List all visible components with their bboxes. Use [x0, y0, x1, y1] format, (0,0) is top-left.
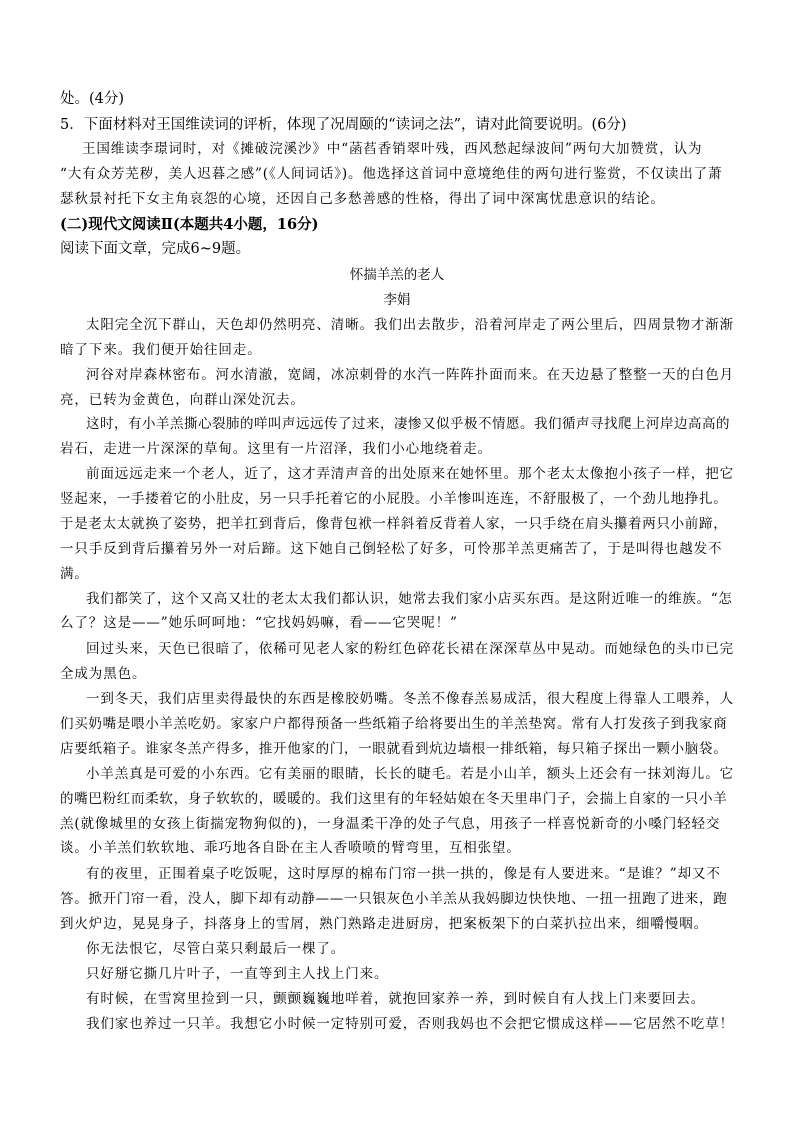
- article-line: 暗了下来。我们便开始往回走。: [60, 342, 262, 358]
- article-line: 你无法恨它，尽管白菜只剩最后一棵了。: [86, 941, 346, 957]
- article-line: 有的夜里，正围着桌子吃饭呢，这时厚厚的棉布门帘一拱一拱的，像是有人要进来。“是谁？”却又不: [86, 866, 721, 882]
- article-line: 河谷对岸森林密布。河水清澈，宽阔，冰凉刺骨的水汽一阵阵扑面而来。在天边悬了整整一天的白色月: [86, 367, 734, 383]
- article-line: 我们家也养过一只羊。我想它小时候一定特别可爱，否则我妈也不会把它惯成这样——它居然不吃草！: [86, 1016, 734, 1032]
- article-line: 全成为黑色。: [60, 666, 147, 682]
- article-line: 满。: [60, 566, 89, 582]
- question-4-tail: 处。(4分): [60, 91, 125, 107]
- article-line: 岩石，走进一片深深的草甸。这里有一片沼泽，我们小心地绕着走。: [60, 441, 492, 457]
- article-line: 的嘴巴粉红而柔软，身子软软的，暖暖的。我们这里有的年轻姑娘在冬天里串门子，会揣上自家的一只小羊: [60, 791, 728, 807]
- article-line: 店要纸箱子。谁家冬羔产得多，推开他家的门，一眼就看到炕边墙根一排纸箱，每只箱子探出一颗小脑袋。: [60, 741, 728, 757]
- question-5-material-line: 瑟秋景衬托下女主角哀怨的心境，还因自己多愁善感的性格，得出了词中深寓忧患意识的结论。: [60, 191, 665, 207]
- article-line: 么了？这是——”她乐呵呵地：“它找妈妈嘛，看——它哭呢！”: [60, 615, 458, 631]
- article-line: 有时候，在雪窝里捡到一只，颤颤巍巍地咩着，就抱回家养一养，到时候自有人找上门来要回去。: [86, 991, 706, 1007]
- article-line: 们买奶嘴是喂小羊羔吃奶。家家户户都得预备一些纸箱子给将要出生的羊羔垫窝。常有人打发孩子到我家商: [60, 716, 728, 732]
- article-line: 我们都笑了，这个又高又壮的老太太我们都认识，她常去我们家小店买东西。是这附近唯一的维族。“怎: [86, 591, 733, 607]
- article-author: 李娟: [383, 292, 411, 308]
- article-line: 谈。小羊羔们软软地、乖巧地各自卧在主人香喷喷的臂弯里，互相张望。: [60, 840, 521, 856]
- article-line: 太阳完全沉下群山，天色却仍然明亮、清晰。我们出去散步，沿着河岸走了两公里后，四周景物才渐渐: [86, 317, 734, 333]
- question-5-material-line: 王国维读李璟词时，对《摊破浣溪沙》中“菡萏香销翠叶残，西风愁起绿波间”两句大加赞赏，认为: [82, 141, 703, 157]
- article-title: 怀揣羊羔的老人: [349, 267, 445, 283]
- section-instruction: 阅读下面文章，完成6~9题。: [60, 241, 251, 257]
- article-line: 羔(就像城里的女孩上街揣宠物狗似的)，一身温柔干净的处子气息，用孩子一样喜悦新奇的小嗓门轻轻交: [60, 816, 721, 832]
- article-line: 一到冬天，我们店里卖得最快的东西是橡胶奶嘴。冬羔不像春羔易成活，很大程度上得靠人工喂养，人: [86, 691, 734, 707]
- question-5-material-line: “大有众芳芜秽，美人迟暮之感”(《人间词话》)。他选择这首词中意境绝佳的两句进行鉴赏，不仅读出了萧: [60, 166, 723, 182]
- article-line: 小羊羔真是可爱的小东西。它有美丽的眼睛，长长的睫毛。若是小山羊，额头上还会有一抹刘海儿。它: [86, 766, 734, 782]
- article-line: 前面远远走来一个老人，近了，这才弄清声音的出处原来在她怀里。那个老太太像抱小孩子一样，把它: [86, 466, 734, 482]
- article-line: 竖起来，一手搂着它的小肚皮，另一只手托着它的小屁股。小羊惨叫连连，不舒服极了，一个劲儿地挣扎。: [60, 491, 728, 507]
- article-line: 于是老太太就换了姿势，把羊扛到背后，像背包袱一样斜着反背着人家，一只手绕在肩头攥着两只小前蹄，: [60, 516, 728, 532]
- article-line: 这时，有小羊羔撕心裂肺的咩叫声远远传了过来，凄惨又似乎极不情愿。我们循声寻找爬上河岸边高高的: [86, 416, 730, 432]
- section-heading: (二)现代文阅读Ⅱ(本题共4小题，16分): [60, 216, 319, 233]
- article-line: 到火炉边，晃晃身子，抖落身上的雪屑，熟门熟路走进厨房，把案板架下的白菜扒拉出来，细嚼慢咽。: [60, 916, 708, 932]
- article-line: 一只手反到背后攥着另外一对后蹄。这下她自己倒轻松了好多，可怜那羊羔更痛苦了，于是叫得也越发不: [60, 541, 723, 557]
- article-line: 亮，已转为金黄色，向群山深处沉去。: [60, 392, 305, 408]
- article-line: 答。掀开门帘一看，没人，脚下却有动静——一只银灰色小羊羔从我妈脚边快快地、一扭一扭跑了进来，跑: [60, 891, 728, 907]
- article-line: 回过头来，天色已很暗了，依稀可见老人家的粉红色碎花长裙在深深草丛中晃动。而她绿色的头巾已完: [86, 641, 734, 657]
- question-5-prompt: 5．下面材料对王国维读词的评析，体现了况周颐的“读词之法”，请对此简要说明。(6分): [60, 117, 627, 133]
- article-line: 只好掰它撕几片叶子，一直等到主人找上门来。: [86, 966, 389, 982]
